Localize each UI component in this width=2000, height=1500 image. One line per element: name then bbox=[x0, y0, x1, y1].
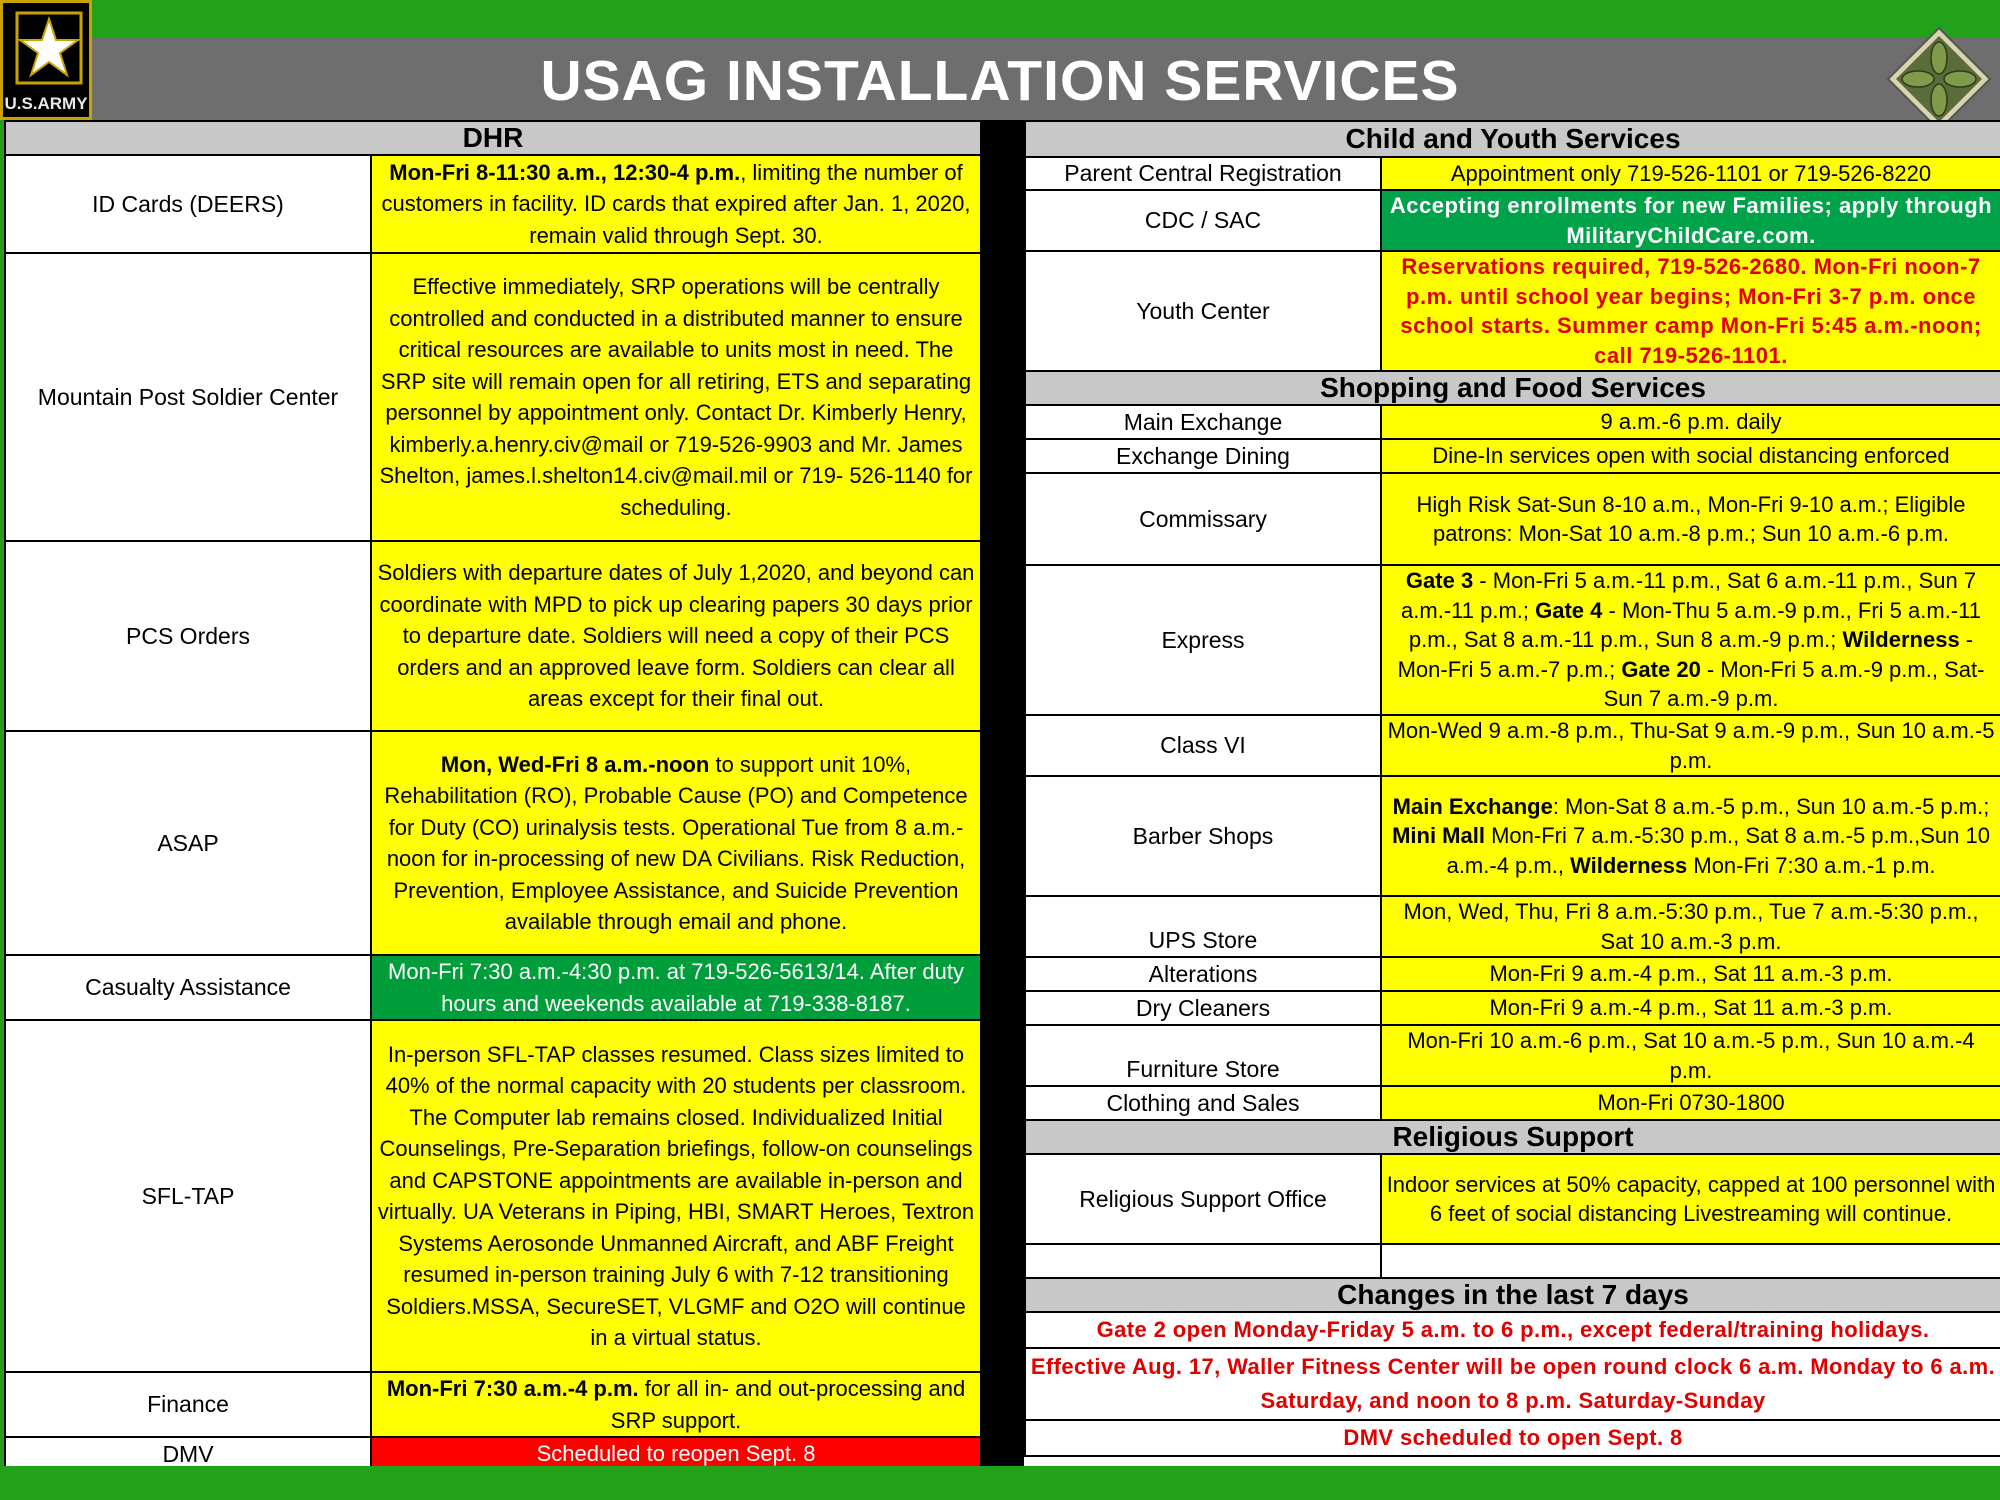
table-row bbox=[1025, 1154, 2000, 1244]
change-item: DMV scheduled to open Sept. 8 bbox=[1025, 1420, 2000, 1456]
service-info: Mon, Wed, Thu, Fri 8 a.m.-5:30 p.m., Tue 7 a.m.-5:30 p.m., Sat 10 a.m.-3 p.m. bbox=[1381, 896, 2000, 957]
service-name: Barber Shops bbox=[1025, 776, 1381, 896]
service-info: Mon-Fri 7:30 a.m.-4 p.m. for all in- and out-processing and SRP support. bbox=[371, 1372, 981, 1437]
service-info: Appointment only 719-526-1101 or 719-526-8220 bbox=[1381, 157, 2000, 190]
table-row bbox=[1025, 957, 2000, 991]
army-logo bbox=[0, 0, 92, 120]
blank-row bbox=[1025, 1244, 2000, 1278]
service-info: Mon-Fri 7:30 a.m.-4:30 p.m. at 719-526-5613/14. After duty hours and weekends available at 719-338-8187. bbox=[371, 955, 981, 1020]
service-info: 9 a.m.-6 p.m. daily bbox=[1381, 405, 2000, 439]
table-row bbox=[5, 731, 981, 955]
service-info: Reservations required, 719-526-2680. Mon-Fri noon-7 p.m. until school year begins; Mon-Fri 3-7 p.m. once school starts. Summer camp Mon-Fri 5:45 a.m.-noon; call 719-526-1101. bbox=[1381, 251, 2000, 371]
service-name: Youth Center bbox=[1025, 251, 1381, 371]
service-info: High Risk Sat-Sun 8-10 a.m., Mon-Fri 9-10 a.m.; Eligible patrons: Mon-Sat 10 a.m.-8 p.m.; Sun 10 a.m.-6 p.m. bbox=[1381, 473, 2000, 565]
service-name: Parent Central Registration bbox=[1025, 157, 1381, 190]
change-row bbox=[1025, 1312, 2000, 1348]
services-table bbox=[1024, 120, 2000, 1457]
service-info: Mon-Fri 10 a.m.-6 p.m., Sat 10 a.m.-5 p.m., Sun 10 a.m.-4 p.m. bbox=[1381, 1025, 2000, 1086]
page-title: USAG INSTALLATION SERVICES bbox=[540, 49, 1460, 113]
table-row bbox=[5, 955, 981, 1020]
service-name: Mountain Post Soldier Center bbox=[5, 253, 371, 541]
table-row bbox=[1025, 190, 2000, 251]
service-info: In-person SFL-TAP classes resumed. Class sizes limited to 40% of the normal capacity with 20 students per classroom. The Computer lab remains closed. Individualized Initial Counselings, Pre-Separation briefings, follow-on counselings and CAPSTONE appointments are available in-person and virtually. UA Veterans in Piping, HBI, SMART Heroes, Textron Systems Aerosonde Unmanned Aircraft, and ABF Freight resumed in-person training July 6 with 7-12 transitioning Soldiers.MSSA, SecureSET, VLGMF and O2O will continue in a virtual status. bbox=[371, 1020, 981, 1372]
table-row bbox=[1025, 565, 2000, 715]
service-info: Gate 3 - Mon-Fri 5 a.m.-11 p.m., Sat 6 a.m.-11 p.m., Sun 7 a.m.-11 p.m.; Gate 4 - Mon-Thu 5 a.m.-9 p.m., Fri 5 a.m.-11 p.m., Sat 8 a.m.-11 p.m., Sun 8 a.m.-9 p.m.; Wilderness - Mon-Fri 5 a.m.-7 p.m.; Gate 20 - Mon-Fri 5 a.m.-9 p.m., Sat-Sun 7 a.m.-9 p.m. bbox=[1381, 565, 2000, 715]
division-patch-icon bbox=[1884, 24, 1994, 134]
service-name: Main Exchange bbox=[1025, 405, 1381, 439]
service-name: Finance bbox=[5, 1372, 371, 1437]
service-info: Dine-In services open with social distancing enforced bbox=[1381, 439, 2000, 473]
table-row bbox=[1025, 715, 2000, 776]
service-name: Exchange Dining bbox=[1025, 439, 1381, 473]
table-row bbox=[5, 253, 981, 541]
service-info: Main Exchange: Mon-Sat 8 a.m.-5 p.m., Sun 10 a.m.-5 p.m.; Mini Mall Mon-Fri 7 a.m.-5:30 p.m., Sat 8 a.m.-5 p.m.,Sun 10 a.m.-4 p.m., Wilderness Mon-Fri 7:30 a.m.-1 p.m. bbox=[1381, 776, 2000, 896]
service-name: Casualty Assistance bbox=[5, 955, 371, 1020]
service-name: ASAP bbox=[5, 731, 371, 955]
service-info: Mon-Fri 9 a.m.-4 p.m., Sat 11 a.m.-3 p.m. bbox=[1381, 991, 2000, 1025]
change-item: Gate 2 open Monday-Friday 5 a.m. to 6 p.m., except federal/training holidays. bbox=[1025, 1312, 2000, 1348]
table-row bbox=[1025, 439, 2000, 473]
service-name: Class VI bbox=[1025, 715, 1381, 776]
service-info: Mon-Fri 0730-1800 bbox=[1381, 1086, 2000, 1120]
table-row bbox=[5, 541, 981, 731]
top-green-band bbox=[0, 0, 2000, 38]
service-name: Clothing and Sales bbox=[1025, 1086, 1381, 1120]
table-row bbox=[1025, 1086, 2000, 1120]
dhr-table bbox=[4, 120, 982, 1472]
shopping-heading: Shopping and Food Services bbox=[1025, 371, 2000, 405]
service-name: PCS Orders bbox=[5, 541, 371, 731]
service-info: Effective immediately, SRP operations will be centrally controlled and conducted in a distributed manner to ensure critical resources are available to units most in need. The SRP site will remain open for all retiring, ETS and separating personnel by appointment only. Contact Dr. Kimberly Henry, kimberly.a.henry.civ@mail or 719-526-9903 and Mr. James Shelton, james.l.shelton14.civ@mail.mil or 719- 526-1140 for scheduling. bbox=[371, 253, 981, 541]
service-info: Scheduled to reopen Sept. 8 bbox=[371, 1437, 981, 1471]
table-row bbox=[1025, 157, 2000, 190]
service-name: SFL-TAP bbox=[5, 1020, 371, 1372]
table-row bbox=[1025, 896, 2000, 957]
service-name: Religious Support Office bbox=[1025, 1154, 1381, 1244]
service-name: ID Cards (DEERS) bbox=[5, 155, 371, 253]
bottom-green-band bbox=[0, 1466, 2000, 1500]
table-row bbox=[1025, 251, 2000, 371]
change-row bbox=[1025, 1348, 2000, 1420]
change-row bbox=[1025, 1420, 2000, 1456]
service-name: Alterations bbox=[1025, 957, 1381, 991]
table-row bbox=[1025, 473, 2000, 565]
table-row bbox=[1025, 991, 2000, 1025]
table-row bbox=[5, 1372, 981, 1437]
service-info: Accepting enrollments for new Families; apply through MilitaryChildCare.com. bbox=[1381, 190, 2000, 251]
dhr-panel bbox=[4, 120, 980, 1466]
service-name: UPS Store bbox=[1025, 896, 1381, 957]
dhr-heading: DHR bbox=[5, 121, 981, 155]
service-info: Mon, Wed-Fri 8 a.m.-noon to support unit 10%, Rehabilitation (RO), Probable Cause (PO) and Competence for Duty (CO) urinalysis tests. Operational Tue from 8 a.m.-noon for in-processing of new DA Civilians. Risk Reduction, Prevention, Employee Assistance, and Suicide Prevention available through email and phone. bbox=[371, 731, 981, 955]
service-name: CDC / SAC bbox=[1025, 190, 1381, 251]
table-row bbox=[1025, 1025, 2000, 1086]
table-row bbox=[5, 1020, 981, 1372]
service-name: Furniture Store bbox=[1025, 1025, 1381, 1086]
service-name: DMV bbox=[5, 1437, 371, 1471]
service-info: Mon-Fri 8-11:30 a.m., 12:30-4 p.m., limiting the number of customers in facility. ID cards that expired after Jan. 1, 2020, remain valid through Sept. 30. bbox=[371, 155, 981, 253]
army-logo-text: U.S.ARMY bbox=[4, 94, 88, 113]
change-item: Effective Aug. 17, Waller Fitness Center will be open round clock 6 a.m. Monday to 6 a.m. Saturday, and noon to 8 p.m. Saturday-Sunday bbox=[1025, 1348, 2000, 1420]
service-info: Mon-Fri 9 a.m.-4 p.m., Sat 11 a.m.-3 p.m. bbox=[1381, 957, 2000, 991]
religious-heading: Religious Support bbox=[1025, 1120, 2000, 1154]
service-name: Express bbox=[1025, 565, 1381, 715]
service-name: Dry Cleaners bbox=[1025, 991, 1381, 1025]
army-star-icon bbox=[9, 7, 89, 87]
table-row bbox=[1025, 405, 2000, 439]
cys-heading: Child and Youth Services bbox=[1025, 121, 2000, 157]
panel-divider bbox=[980, 120, 1024, 1466]
service-info: Soldiers with departure dates of July 1,2020, and beyond can coordinate with MPD to pick up clearing papers 30 days prior to departure date. Soldiers will need a copy of their PCS orders and an approved leave form. Soldiers can clear all areas except for their final out. bbox=[371, 541, 981, 731]
right-panel bbox=[1024, 120, 2000, 1466]
changes-heading: Changes in the last 7 days bbox=[1025, 1278, 2000, 1312]
table-row bbox=[5, 155, 981, 253]
table-row bbox=[1025, 776, 2000, 896]
service-name: Commissary bbox=[1025, 473, 1381, 565]
service-info: Indoor services at 50% capacity, capped at 100 personnel with 6 feet of social distancing Livestreaming will continue. bbox=[1381, 1154, 2000, 1244]
service-info: Mon-Wed 9 a.m.-8 p.m., Thu-Sat 9 a.m.-9 p.m., Sun 10 a.m.-5 p.m. bbox=[1381, 715, 2000, 776]
